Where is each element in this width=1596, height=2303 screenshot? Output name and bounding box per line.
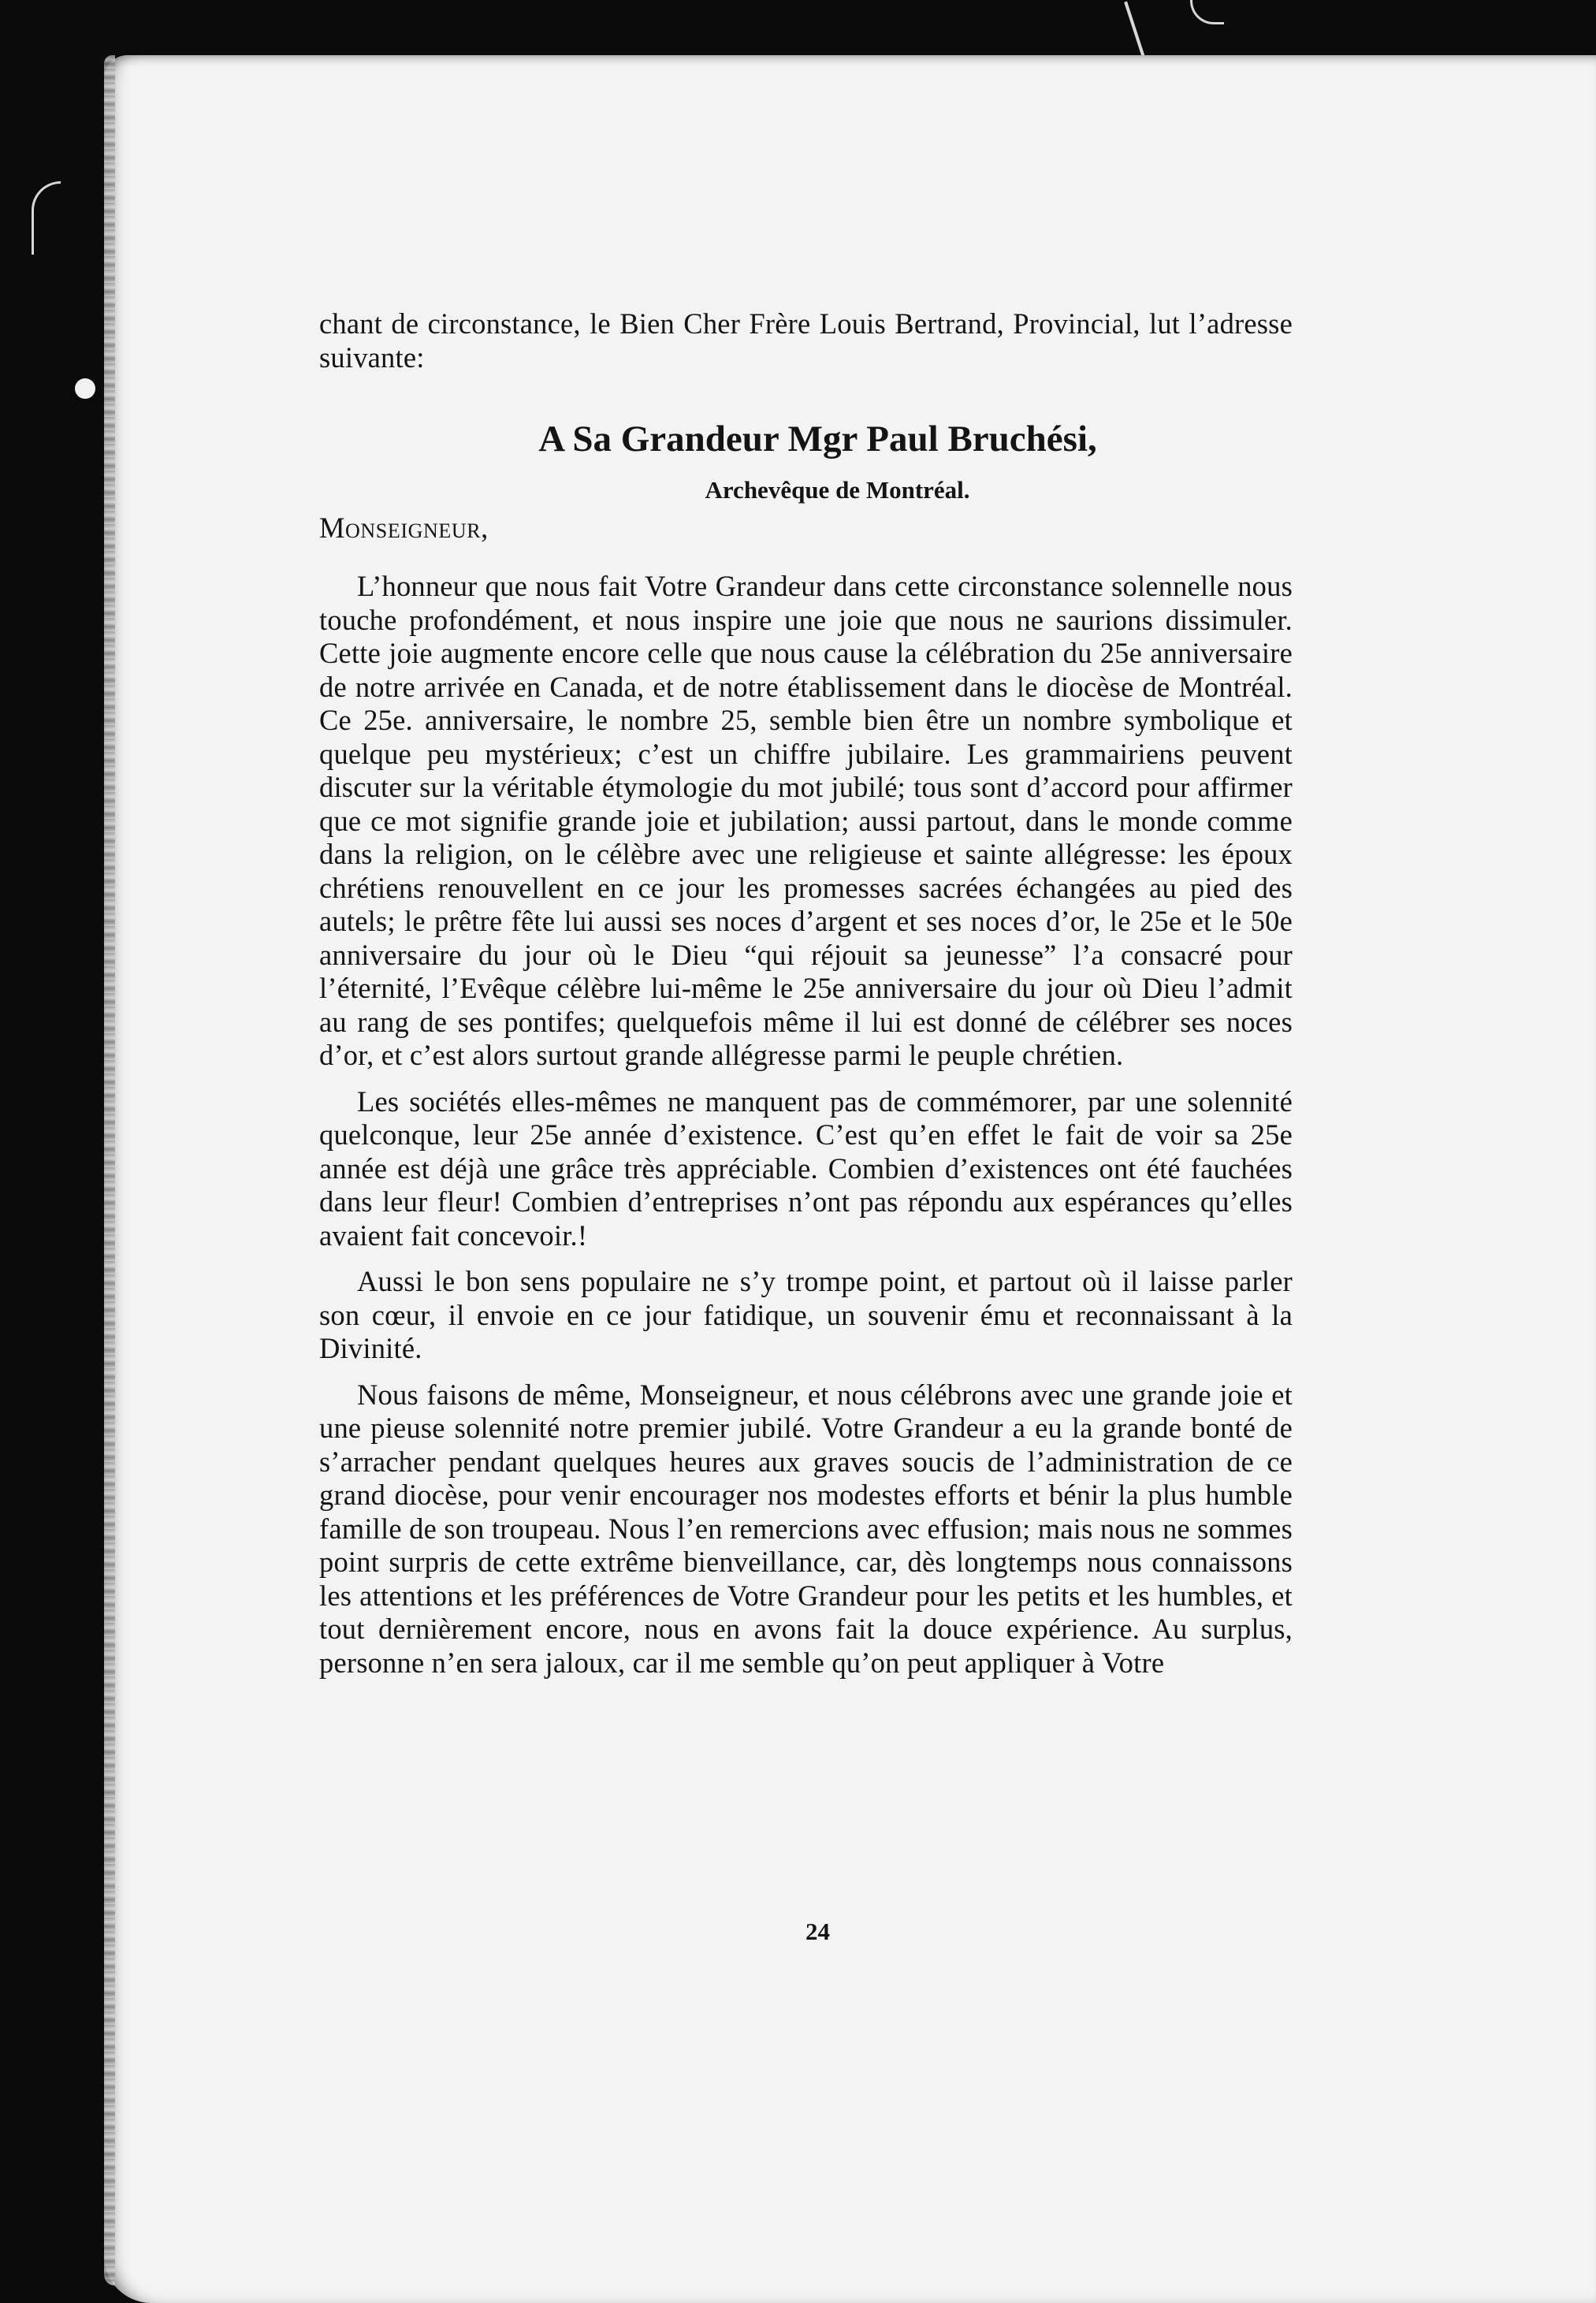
scan-speck <box>75 378 95 399</box>
intro-text: chant de circonstance, le Bien Cher Frère Louis Bertrand, Provincial, lut l’adresse suivante: <box>319 307 1293 374</box>
address-subheading: Archevêque de Montréal. <box>705 476 970 504</box>
page-content <box>319 307 1293 1945</box>
scan-artifact-left <box>32 181 61 255</box>
page-number: 24 <box>805 1918 830 1945</box>
paragraph: Les sociétés elles-mêmes ne manquent pas de commémorer, par une solennité quelconque, leur 25e année d’existence. C’est qu’en effet le fait de voir sa 25e année est déjà une grâce très appréciable. Combien d’existences ont été fauchées dans leur fleur! Combien d’entreprises n’ont pas répondu aux espérances qu’elles avaient fait concevoir.! <box>319 1085 1293 1252</box>
salutation: Monseigneur, <box>319 512 489 544</box>
paragraph: L’honneur que nous fait Votre Grandeur dans cette circonstance solennelle nous touche profondément, et nous inspire une joie que nous ne saurions dissimuler. Cette joie augmente encore celle que nous cause la célébration du 25e anniversaire de notre arrivée en Canada, et de notre établissement dans le diocèse de Montréal. Ce 25e. anniversaire, le nombre 25, semble bien être un nombre symbolique et quelque peu mystérieux; c’est un chiffre jubilaire. Les grammairiens peuvent discuter sur la véritable étymologie du mot jubilé; tous sont d’accord pour affirmer que ce mot signifie grande joie et jubilation; aussi partout, dans le monde comme dans la religion, on le célèbre avec une religieuse et sainte allégresse: les époux chrétiens renouvellent en ce jour les promesses sacrées échangées au pied des autels; le prêtre fête lui aussi ses noces d’argent et ses noces d’or, le 25e et le 50e anniversaire du jour où le Dieu “qui réjouit sa jeunesse” l’a consacré pour l’éternité, l’Evêque célèbre lui-même le 25e anniversaire du jour où Dieu l’admit au rang de ses pontifes; quelquefois même il lui est donné de célébrer ses noces d’or, et c’est alors surtout grande allégresse parmi le peuple chrétien. <box>319 570 1293 1071</box>
paragraph: Nous faisons de même, Monseigneur, et nous célébrons avec une grande joie et une pieuse solennité notre premier jubilé. Votre Grandeur a eu la grande bonté de s’arracher pendant quelques heures aux graves soucis de l’administration de ce grand diocèse, pour venir encourager nos modestes efforts et bénir la plus humble famille de son troupeau. Nous l’en remercions avec effusion; mais nous ne sommes point surpris de cette extrême bienveillance, car, dès longtemps nous connaissons les attentions et les préférences de Votre Grandeur pour les petits et les humbles, et tout dernièrement encore, nous en avons fait la douce expérience. Au surplus, personne n’en sera jaloux, car il me semble qu’on peut appliquer à Votre <box>319 1378 1293 1679</box>
scan-artifact-top-curl <box>1190 0 1224 24</box>
page-binding-edge <box>104 55 115 2286</box>
address-heading: A Sa Grandeur Mgr Paul Bruchési, <box>538 419 1097 459</box>
paragraph: Aussi le bon sens populaire ne s’y trompe point, et partout où il laisse parler son cœur, il envoie en ce jour fatidique, un souvenir ému et reconnaissant à la Divinité. <box>319 1265 1293 1364</box>
